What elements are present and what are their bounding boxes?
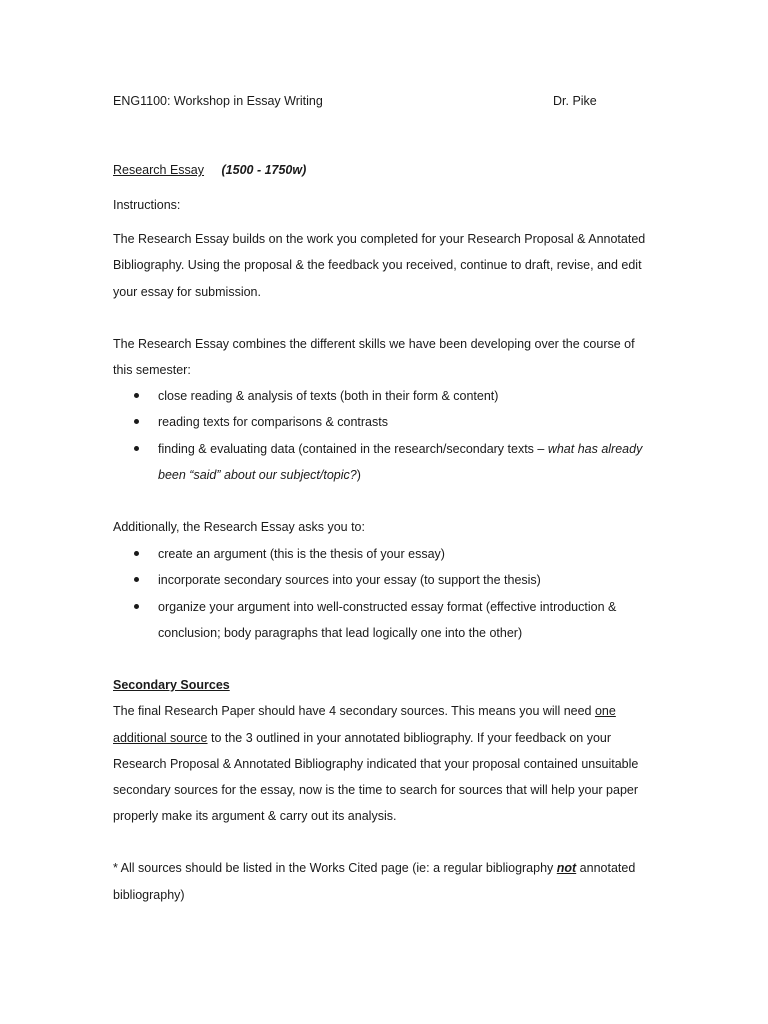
para3: Additionally, the Research Essay asks you to: <box>113 520 365 534</box>
para1-line3: your essay for submission. <box>113 285 261 299</box>
secondary-line4: secondary sources for the essay, now is the time to search for sources that will help your paper <box>113 783 639 797</box>
skill-item-3-text: finding & evaluating data (contained in the research/secondary texts – <box>158 442 548 456</box>
course-title: ENG1100: Workshop in Essay Writing <box>113 94 323 108</box>
bullet-icon <box>133 600 141 608</box>
skill-item-3-continued <box>158 468 361 482</box>
secondary-line2-underlined: additional source <box>113 731 208 745</box>
skill-item-3-italic: what has already <box>547 442 643 456</box>
skill-item-1: close reading & analysis of texts (both in their form & content) <box>158 389 499 403</box>
assignment-length: (1500 - 1750w) <box>221 163 307 177</box>
bullet-icon <box>133 547 141 555</box>
instructions-label: Instructions: <box>113 198 181 212</box>
para2-line2: this semester: <box>113 363 191 377</box>
bullet-icon <box>133 415 141 423</box>
secondary-line1-underlined: one <box>594 704 616 718</box>
secondary-line1 <box>113 704 616 718</box>
skill-item-3-suffix: ) <box>356 468 361 482</box>
note-line1 <box>113 861 635 875</box>
ask-item-3: organize your argument into well-constructed essay format (effective introduction & <box>158 600 617 614</box>
secondary-line2 <box>113 731 611 745</box>
skill-item-3 <box>158 442 642 456</box>
assignment-heading <box>113 163 306 177</box>
skill-item-2: reading texts for comparisons & contrasts <box>158 415 388 429</box>
instructor-name: Dr. Pike <box>553 94 597 108</box>
skill-item-3-italic-cont: been “said” about our subject/topic? <box>158 468 357 482</box>
note-text: * All sources should be listed in the Works Cited page (ie: a regular bibliography <box>113 861 557 875</box>
para1-line1: The Research Essay builds on the work you completed for your Research Proposal & Annotated <box>113 232 646 246</box>
secondary-line3: Research Proposal & Annotated Bibliography indicated that your proposal contained unsuitable <box>113 757 639 771</box>
para1-line2: Bibliography. Using the proposal & the feedback you received, continue to draft, revise, and edit <box>113 258 642 272</box>
para2-line1: The Research Essay combines the different skills we have been developing over the course of <box>113 337 635 351</box>
secondary-line1-text: The final Research Paper should have 4 secondary sources. This means you will need <box>113 704 595 718</box>
note-line2: bibliography) <box>113 888 185 902</box>
bullet-icon <box>133 573 141 581</box>
bullet-icon <box>133 442 141 450</box>
secondary-line5: properly make its argument & carry out its analysis. <box>113 809 397 823</box>
note-suffix: annotated <box>576 861 636 875</box>
ask-item-3-continued: conclusion; body paragraphs that lead logically one into the other) <box>158 626 523 640</box>
ask-item-1: create an argument (this is the thesis of your essay) <box>158 547 445 561</box>
secondary-line2-text: to the 3 outlined in your annotated bibliography. If your feedback on your <box>207 731 612 745</box>
assignment-title: Research Essay <box>113 163 205 177</box>
secondary-sources-heading: Secondary Sources <box>113 678 230 692</box>
ask-item-2: incorporate secondary sources into your essay (to support the thesis) <box>158 573 541 587</box>
note-emphasis: not <box>556 861 577 875</box>
bullet-icon <box>133 389 141 397</box>
